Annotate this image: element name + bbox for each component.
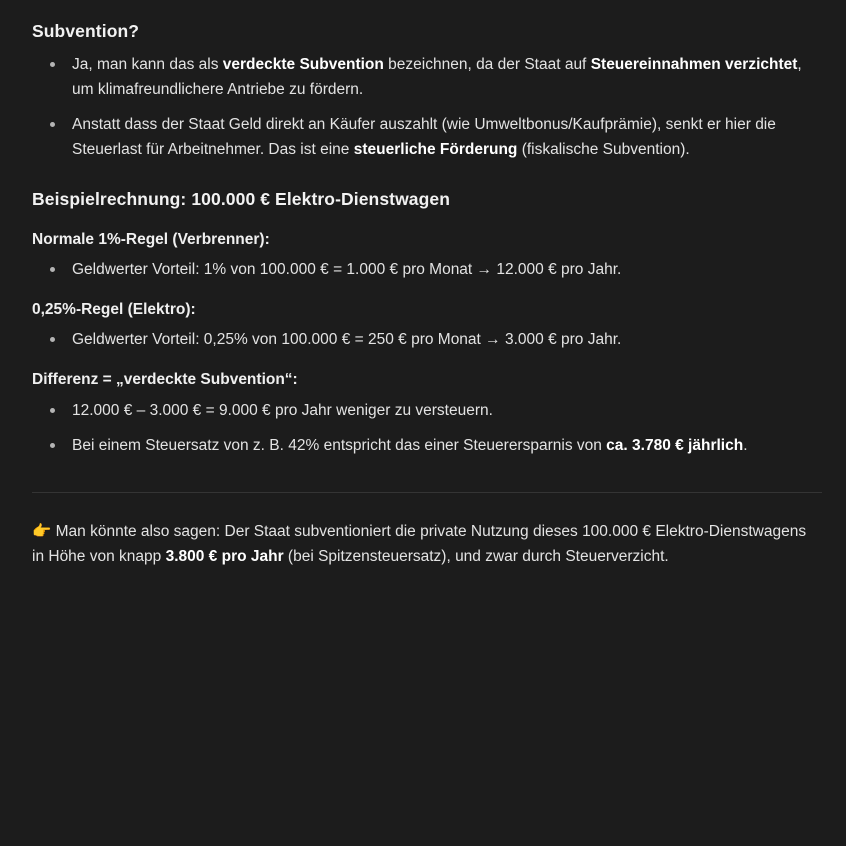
emphasis-text: verdeckte Subvention xyxy=(222,55,384,73)
calculation-blocks xyxy=(32,228,822,458)
list-item xyxy=(32,52,822,102)
body-text: Ja, man kann das als xyxy=(72,55,223,73)
body-text: Anstatt dass der Staat Geld direkt an Käufer auszahlt (wie Umweltbonus/Kaufprämie), senkt er hier die Steuerlast für Arbeitnehmer. Das ist eine xyxy=(72,115,776,158)
section-divider xyxy=(32,492,822,493)
list-item xyxy=(32,327,822,352)
list-item xyxy=(32,433,822,458)
list-item xyxy=(32,257,822,282)
calculation-bullet-list xyxy=(32,257,822,282)
body-text: (fiskalische Subvention). xyxy=(517,140,690,158)
list-item xyxy=(32,112,822,162)
emphasis-text: 3.800 € pro Jahr xyxy=(165,547,284,565)
body-text: (bei Spitzensteuersatz), und zwar durch Steuerverzicht. xyxy=(283,547,669,565)
calculation-bullet-list xyxy=(32,327,822,352)
body-text: Geldwerter Vorteil: 0,25% von 100.000 € = 250 € pro Monat → 3.000 € pro Jahr. xyxy=(72,331,622,349)
calculation-bullet-list xyxy=(32,398,822,458)
emphasis-text: steuerliche Förderung xyxy=(353,140,518,158)
emphasis-text: Steuereinnahmen verzichtet xyxy=(590,55,798,73)
body-text: . xyxy=(743,436,748,454)
pointing-right-emoji: 👉 xyxy=(32,522,52,540)
section-heading-subvention: Subvention? xyxy=(32,21,140,41)
body-text: Geldwerter Vorteil: 1% von 100.000 € = 1.000 € pro Monat → 12.000 € pro Jahr. xyxy=(72,260,622,278)
sub-heading: Differenz = „verdeckte Subvention“: xyxy=(32,371,298,389)
body-text: Man könnte also sagen: Der Staat subventioniert die private Nutzung dieses 100.000 € Elektro-Dienstwagens in Höhe von knapp xyxy=(32,522,807,565)
body-text: 12.000 € – 3.000 € = 9.000 € pro Jahr weniger zu versteuern. xyxy=(72,401,493,419)
intro-bullet-list xyxy=(32,52,822,162)
section-heading-beispielrechnung: Beispielrechnung: 100.000 € Elektro-Dienstwagen xyxy=(32,189,451,210)
closing-paragraph xyxy=(32,519,822,569)
sub-heading: Normale 1%-Regel (Verbrenner): xyxy=(32,230,270,248)
body-text: bezeichnen, da der Staat auf xyxy=(383,55,591,73)
sub-heading: 0,25%-Regel (Elektro): xyxy=(32,301,196,319)
list-item xyxy=(32,398,822,423)
body-text: Bei einem Steuersatz von z. B. 42% entspricht das einer Steuerersparnis von xyxy=(72,436,607,454)
emphasis-text: ca. 3.780 € jährlich xyxy=(606,436,744,454)
body-text: , um klimafreundlichere Antriebe zu fördern. xyxy=(72,55,802,98)
